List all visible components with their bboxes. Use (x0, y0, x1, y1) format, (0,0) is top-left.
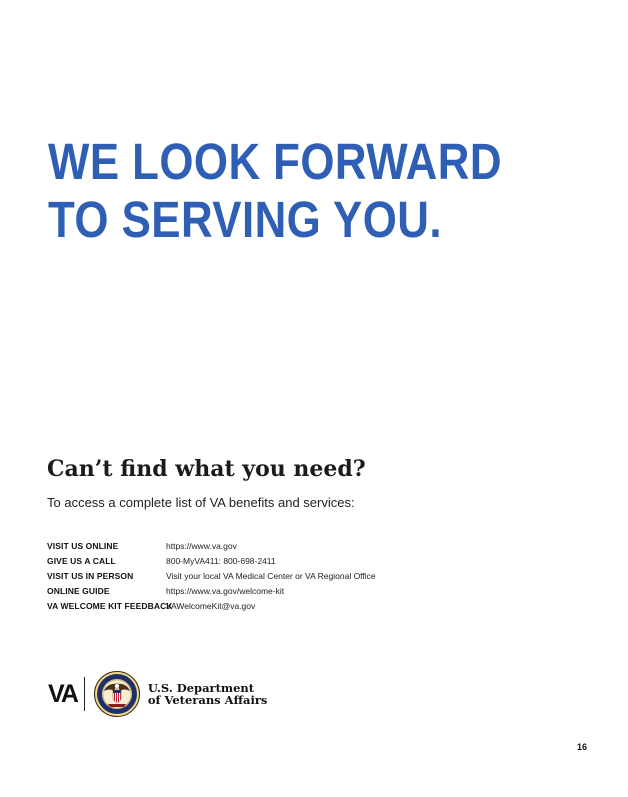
contact-label: ONLINE GUIDE (47, 585, 110, 596)
logo-divider (84, 677, 85, 711)
help-title: Can’t find what you need? (47, 456, 366, 482)
contact-label: VISIT US IN PERSON (47, 570, 134, 581)
contact-link-welcome-kit[interactable]: https://www.va.gov/welcome-kit (166, 585, 285, 596)
contact-label: VA WELCOME KIT FEEDBACK (47, 600, 173, 611)
department-name-line-1: U.S. Department (147, 681, 255, 695)
contact-label: VISIT US ONLINE (47, 540, 119, 551)
contact-email-feedback[interactable]: VAWelcomeKit@va.gov (166, 600, 256, 611)
contact-list (47, 538, 376, 613)
contact-row-guide (47, 583, 376, 598)
hero-heading (48, 133, 502, 249)
department-name (148, 682, 268, 706)
va-logo (48, 670, 267, 718)
va-seal-icon (94, 671, 140, 717)
contact-phone: 800-MyVA411: 800-698-2411 (166, 555, 276, 566)
contact-row-feedback (47, 598, 376, 613)
page-number: 16 (576, 742, 587, 752)
department-name-line-2: of Veterans Affairs (147, 693, 268, 707)
contact-row-call (47, 553, 376, 568)
hero-line-1: WE LOOK FORWARD (48, 133, 502, 190)
contact-label: GIVE US A CALL (47, 555, 116, 566)
va-wordmark: VA (48, 679, 77, 708)
help-subtitle: To access a complete list of VA benefits and services: (47, 495, 355, 510)
contact-row-online (47, 538, 376, 553)
hero-line-2: TO SERVING YOU. (48, 191, 443, 248)
contact-in-person-text: Visit your local VA Medical Center or VA Regional Office (166, 570, 376, 581)
contact-link-va-gov[interactable]: https://www.va.gov (166, 540, 237, 551)
contact-row-in-person (47, 568, 376, 583)
